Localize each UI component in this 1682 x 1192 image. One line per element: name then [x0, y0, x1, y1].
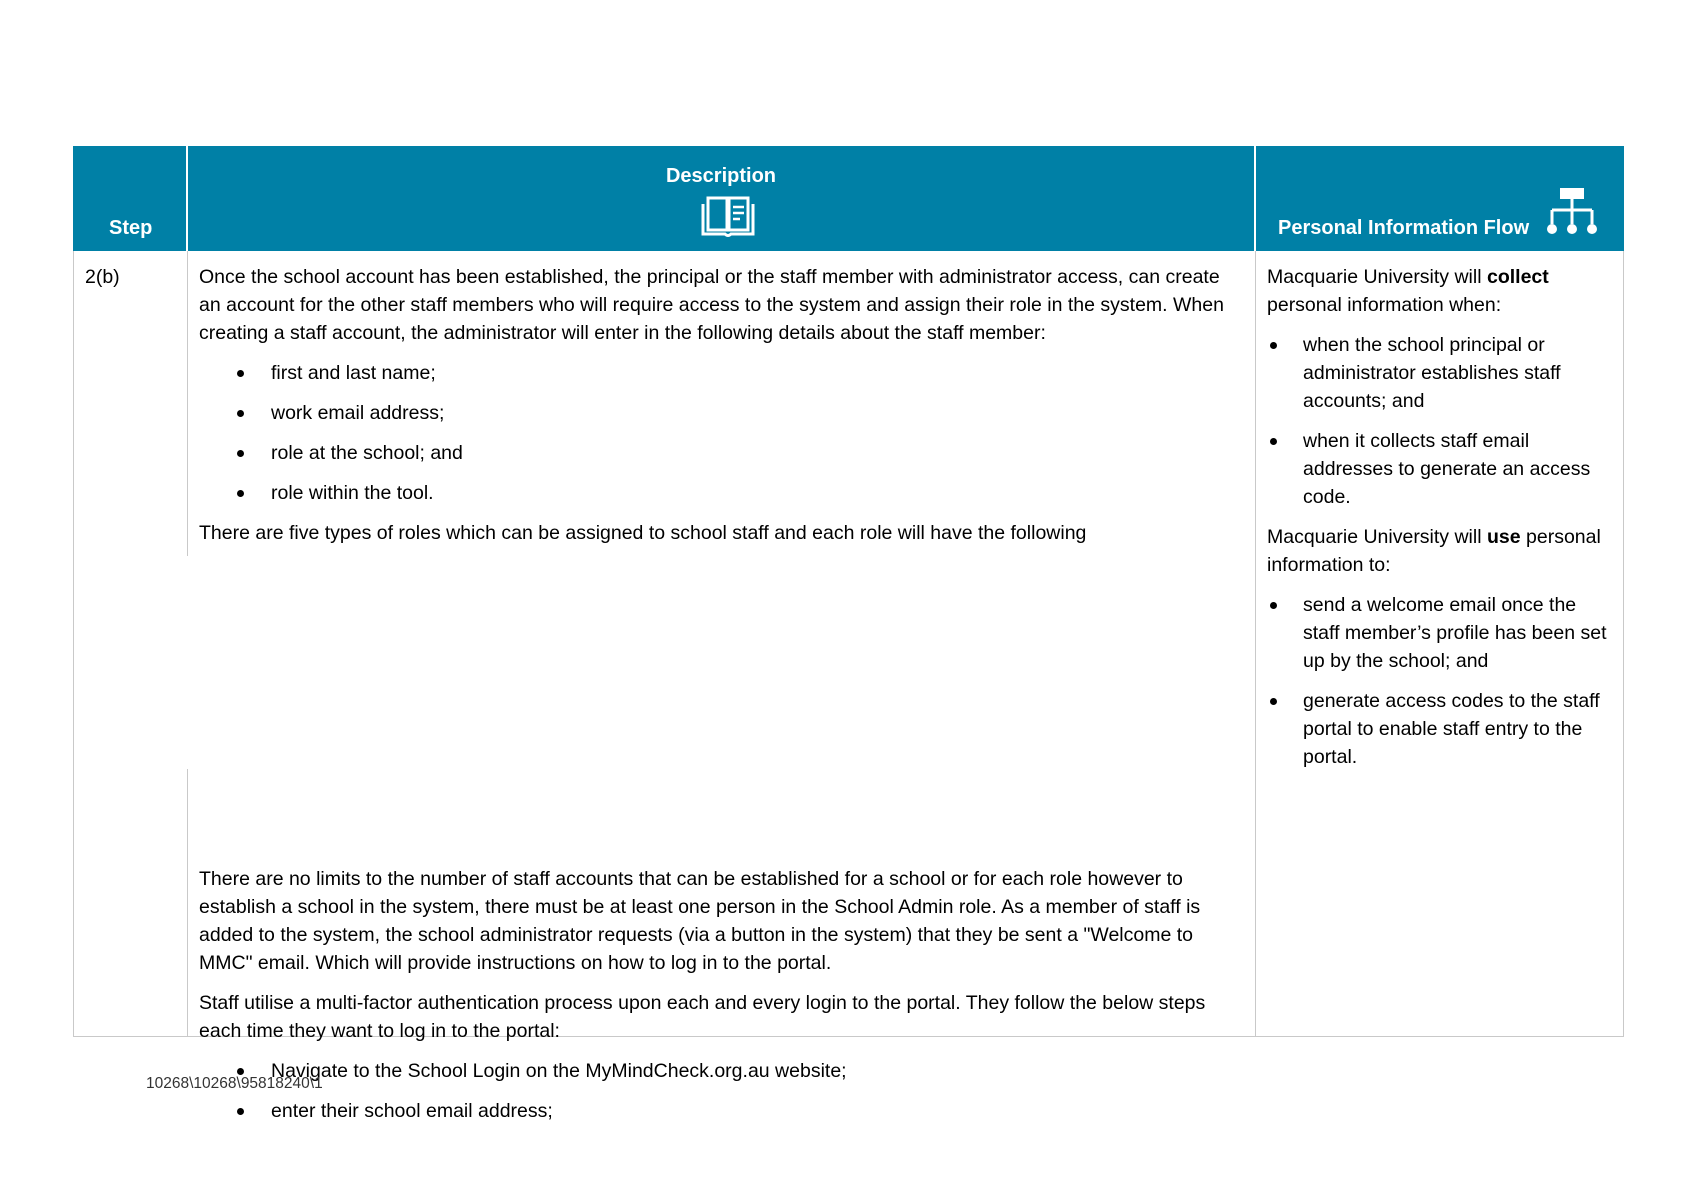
list-item: enter their school email address;	[199, 1097, 1239, 1125]
list-item: first and last name;	[199, 359, 1239, 387]
list-item: send a welcome email once the staff member’s profile has been set up by the school; and	[1267, 591, 1617, 675]
list-item: Navigate to the School Login on the MyMindCheck.org.au website;	[199, 1057, 1239, 1085]
header-description-label: Description	[665, 165, 777, 187]
hierarchy-chart-icon	[1546, 188, 1598, 236]
use-prefix: Macquarie University will	[1267, 526, 1487, 548]
login-steps-list	[199, 1057, 1239, 1125]
flow-cell	[1256, 251, 1624, 1037]
header-step-label: Step	[109, 217, 153, 239]
list-item: work email address;	[199, 399, 1239, 427]
open-book-icon	[700, 196, 756, 238]
header-step	[73, 146, 186, 251]
list-item: when it collects staff email addresses to generate an access code.	[1267, 427, 1617, 511]
collect-keyword: collect	[1486, 266, 1549, 288]
mfa-paragraph: Staff utilise a multi-factor authentication process upon each and every login to the portal. They follow the below steps each time they want to log in to the portal:	[199, 992, 1206, 1042]
list-item: role at the school; and	[199, 439, 1239, 467]
header-description	[188, 146, 1254, 251]
list-item: generate access codes to the staff portal to enable staff entry to the portal.	[1267, 687, 1617, 771]
staff-details-list	[199, 359, 1239, 507]
list-item: when the school principal or administrator establishes staff accounts; and	[1267, 331, 1617, 415]
account-creation-paragraph: Once the school account has been established, the principal or the staff member with administrator access, can create an account for the other staff members who will require access to the system and assign their role in the system. When creating a staff account, the administrator will enter in the following details about the staff member:	[199, 266, 1224, 344]
use-paragraph	[1267, 523, 1617, 579]
collect-suffix: personal information when:	[1267, 294, 1502, 316]
collect-paragraph	[1267, 263, 1617, 319]
step-cell	[73, 251, 188, 1037]
document-reference: 10268\10268\95818240\1	[146, 1075, 323, 1092]
collect-prefix: Macquarie University will	[1267, 266, 1487, 288]
account-limits-paragraph: There are no limits to the number of staff accounts that can be established for a school or for each role however to establish a school in the system, there must be at least one person in the School Admin role. As a member of staff is added to the system, the school administrator requests (via a button in the system) that they be sent a "Welcome to MMC" email. Which will provide instructions on how to log in to the portal.	[199, 868, 1201, 974]
description-top-section	[199, 263, 1239, 559]
header-flow-label: Personal Information Flow	[1278, 217, 1530, 239]
roles-paragraph: There are five types of roles which can be assigned to school staff and each role will have the following	[199, 522, 1087, 544]
use-keyword: use	[1486, 526, 1521, 548]
use-list	[1267, 591, 1617, 771]
step-number: 2(b)	[85, 266, 120, 288]
flow-section	[1267, 263, 1617, 783]
divider-gap	[187, 556, 190, 769]
header-flow	[1256, 146, 1624, 251]
collect-list	[1267, 331, 1617, 511]
use-suffix: personal information to:	[1267, 526, 1601, 576]
list-item: role within the tool.	[199, 479, 1239, 507]
description-bottom-section	[199, 865, 1239, 1137]
